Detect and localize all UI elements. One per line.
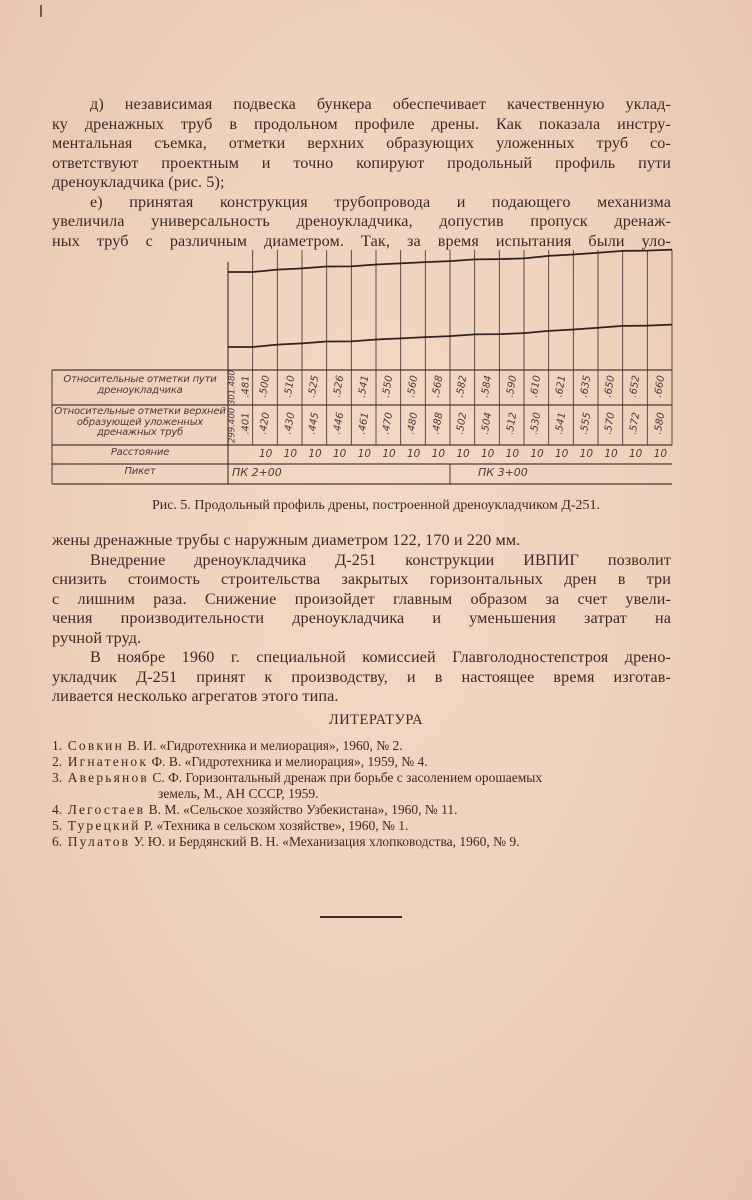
row-label-picket: Пикет (124, 466, 156, 477)
distance-value: 10 (555, 448, 569, 460)
path-mark-label: .590 (504, 374, 520, 399)
reference-number: 6. (52, 834, 63, 849)
reference-number: 3. (52, 770, 63, 785)
reference-author: Совкин (62, 738, 125, 753)
path-mark-label: .481 (240, 375, 252, 398)
text-line: увеличила универсальность дреноукладчика, допустив пропуск дренаж- (52, 212, 671, 230)
reference-item (52, 818, 408, 834)
path-mark-label: .635 (578, 374, 594, 399)
distance-value: 10 (604, 448, 618, 460)
literature-heading: ЛИТЕРАТУРА (328, 712, 424, 728)
reference-item (52, 754, 428, 770)
reference-item (52, 834, 520, 850)
path-mark-label: .610 (528, 374, 544, 399)
reference-item (52, 770, 542, 786)
reference-author: Турецкий (62, 818, 141, 833)
text-line: укладчик Д-251 принят к производству, и в настоящее время изготав- (52, 667, 671, 686)
path-mark-label: .525 (306, 374, 322, 399)
pipe-mark-label: .470 (380, 411, 396, 436)
path-mark-label: .650 (602, 374, 618, 399)
distance-value: 10 (530, 448, 544, 460)
pipe-mark-label: .446 (331, 411, 347, 436)
reference-item (52, 802, 457, 818)
picket-label: ПК 3+00 (478, 466, 528, 479)
distance-value: 10 (259, 448, 273, 460)
distance-value: 10 (456, 448, 470, 460)
text-line: ных труб с различным диаметром. Так, за время испытания были уло- (52, 231, 671, 250)
reference-number: 5. (52, 818, 63, 833)
text-line: д) независимая подвеска бункера обеспечивает качественную уклад- (90, 95, 671, 113)
reference-number: 2. (52, 754, 63, 769)
pipe-mark-label: .541 (553, 411, 569, 436)
text-line: снизить стоимость строительства закрытых горизонтальных дрен в три (52, 570, 671, 588)
end-rule (320, 916, 402, 918)
distance-value: 10 (481, 448, 495, 460)
start-marks-label: 299.400 301.480 (227, 370, 238, 444)
distance-value: 10 (431, 448, 446, 460)
path-mark-label: .541 (356, 374, 372, 399)
reference-text: В. М. «Сельское хозяйство Узбекистана», 1960, № 11. (145, 802, 458, 817)
pipe-mark-label: .488 (430, 411, 446, 436)
distance-value: 10 (505, 448, 520, 460)
path-mark-label: .526 (331, 374, 347, 399)
row-label-distance: Расстояние (110, 447, 170, 458)
distance-value: 10 (357, 448, 372, 460)
reference-author: Игнатенок (62, 754, 149, 769)
pipe-mark-label: .420 (257, 411, 273, 436)
pipe-mark-label: .502 (454, 411, 470, 436)
text-line: Внедрение дреноукладчика Д-251 конструкции ИВПИГ позволит (90, 550, 671, 569)
reference-author: Аверьянов (62, 770, 150, 785)
text-line: ручной труд. (52, 628, 142, 647)
picket-label: ПК 2+00 (232, 466, 282, 479)
pipe-mark-label: .401 (240, 412, 252, 435)
reference-text: земель, М., АН СССР, 1959. (158, 786, 319, 801)
distance-value: 10 (382, 448, 396, 460)
pipe-mark-label: .512 (504, 411, 520, 436)
path-mark-label: .582 (454, 374, 470, 399)
text-line: ку дренажных труб в продольном профиле дрены. Как показала инстру- (52, 114, 671, 133)
pipe-mark-label: .430 (282, 411, 298, 436)
pipe-mark-label: .570 (602, 411, 618, 436)
distance-value: 10 (629, 448, 643, 460)
path-mark-label: .500 (257, 374, 273, 399)
distance-value: 10 (283, 448, 298, 460)
path-mark-label: .652 (627, 374, 643, 399)
reference-number: 4. (52, 802, 63, 817)
distance-value: 10 (579, 448, 594, 460)
reference-text: В. И. «Гидротехника и мелиорация», 1960, № 2. (124, 738, 403, 753)
text-line: чения производительности дреноукладчика и уменьшения затрат на (52, 609, 671, 627)
reference-item (52, 738, 403, 754)
reference-text: У. Ю. и Бердянский В. Н. «Механизация хлопководства, 1960, № 9. (130, 834, 520, 849)
path-mark-label: .660 (652, 374, 668, 399)
reference-item (158, 786, 318, 802)
distance-value: 10 (308, 448, 322, 460)
reference-author: Легостаев (62, 802, 146, 817)
reference-text: Ф. В. «Гидротехника и мелиорация», 1959, № 4. (148, 754, 428, 769)
pipe-mark-label: .555 (578, 411, 594, 436)
text-line: е) принятая конструкция трубопровода и подающего механизма (90, 192, 671, 211)
reference-text: Р. «Техника в сельском хозяйстве», 1960, № 1. (140, 818, 409, 833)
pipe-mark-label: .480 (405, 411, 421, 436)
text-line: дреноукладчика (рис. 5); (52, 173, 225, 191)
reference-author: Пулатов (62, 834, 131, 849)
path-mark-label: .560 (405, 374, 421, 399)
path-mark-label: .510 (282, 374, 298, 399)
path-mark-label: .568 (430, 374, 446, 399)
path-mark-label: .550 (380, 374, 396, 399)
reference-text: С. Ф. Горизонтальный дренаж при борьбе с засолением орошаемых (149, 770, 543, 785)
path-mark-label: .584 (479, 374, 495, 399)
pipe-mark-label: .461 (356, 411, 372, 436)
distance-value: 10 (333, 448, 347, 460)
reference-number: 1. (52, 738, 63, 753)
text-line: В ноябре 1960 г. специальной комиссией Главголодностепстроя дрено- (90, 648, 671, 666)
pipe-mark-label: .530 (528, 411, 544, 436)
figure-caption: Рис. 5. Продольный профиль дрены, построенной дреноукладчиком Д-251. (151, 498, 601, 513)
distance-value: 10 (407, 448, 421, 460)
pipe-mark-label: .572 (627, 411, 643, 436)
pipe-mark-label: .580 (652, 411, 668, 436)
distance-value: 10 (653, 448, 668, 460)
text-line: ответствуют проектным и точно копируют продольный профиль пути (52, 153, 671, 172)
text-line: с лишним раза. Снижение произойдет главным образом за счет увели- (52, 589, 671, 608)
text-line: жены дренажные трубы с наружным диаметром 122, 170 и 220 мм. (52, 531, 521, 549)
pipe-mark-label: .504 (479, 411, 495, 436)
text-line: ментальная съемка, отметки верхних образующих уложенных труб со- (52, 134, 671, 152)
pipe-mark-label: .445 (306, 411, 322, 436)
text-line: ливается несколько агрегатов этого типа. (52, 687, 339, 705)
path-mark-label: .621 (553, 374, 569, 399)
row-label-pipe: Относительные отметки верхней образующей уложенных дренажных труб (54, 406, 226, 438)
row-label-path: Относительные отметки пути дреноукладчика (63, 374, 217, 396)
profile-figure (0, 0, 752, 500)
